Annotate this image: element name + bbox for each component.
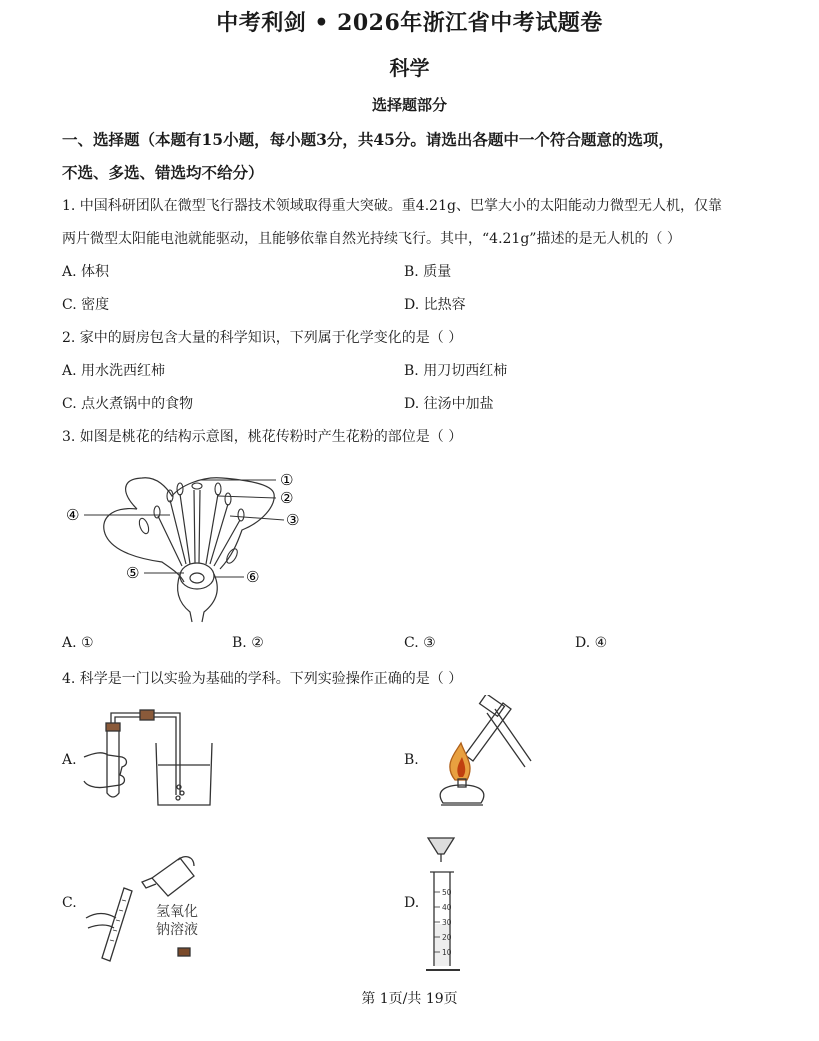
- liquid-fill: [435, 924, 449, 966]
- delivery-tube: [111, 713, 180, 795]
- stopper-shape: [106, 723, 120, 731]
- sepal-mark-right: [225, 547, 240, 565]
- leader-2: [218, 496, 276, 498]
- anther-4: [225, 493, 231, 505]
- sepal-mark-left: [138, 517, 151, 535]
- ovary-shape: [180, 563, 214, 589]
- anther-5: [154, 506, 160, 518]
- q4-stem: 4. 科学是一门以实验为基础的学科。下列实验操作正确的是（ ）: [62, 671, 463, 687]
- q4-option-a-label: A.: [62, 752, 77, 768]
- peach-flower-diagram: [62, 464, 312, 624]
- tube-holder-shape: [487, 709, 531, 767]
- q4-option-d-label: D.: [404, 895, 420, 911]
- bottle-stopper: [178, 948, 190, 956]
- heating-test-tube-figure: [425, 695, 535, 820]
- instructions-line-2: 不选、多选、错选均不给分）: [62, 163, 264, 182]
- test-tube-shape: [465, 703, 511, 761]
- q3-option-c: C. ③: [404, 635, 436, 651]
- beaker-shape: [156, 743, 212, 805]
- page-title: 中考利剑 • 2026年浙江省中考试题卷: [216, 10, 603, 36]
- instructions-line-1: 一、选择题（本题有15小题，每小题3分，共45分。请选出各题中一个符合题意的选项，: [62, 130, 674, 149]
- label-6: ⑥: [246, 568, 260, 586]
- q1-stem-line-1: 1. 中国科研团队在微型飞行器技术领域取得重大突破。重4.21g、巴掌大小的太阳能动力微型无人机，仅靠: [62, 198, 722, 214]
- q2-stem: 2. 家中的厨房包含大量的科学知识，下列属于化学变化的是（ ）: [62, 330, 463, 346]
- label-5: ⑤: [126, 564, 140, 582]
- reagent-bottle-shape: [152, 858, 194, 896]
- bubble-3: [176, 796, 180, 800]
- hand-shape: [84, 753, 127, 788]
- tick-50: 50: [442, 888, 452, 897]
- anther-6: [238, 509, 244, 521]
- airtightness-check-figure: [82, 705, 222, 810]
- dropper-bulb: [428, 838, 454, 854]
- measuring-cylinder-figure: [420, 832, 480, 974]
- bottle-label-line-1: 氢氧化: [156, 904, 198, 920]
- q4-option-b-label: B.: [404, 752, 419, 768]
- style-shape: [194, 490, 200, 563]
- q1-option-b: B. 质量: [404, 264, 452, 280]
- tick-40: 40: [442, 903, 452, 912]
- delivery-tube-inner: [115, 717, 176, 795]
- q1-option-c: C. 密度: [62, 297, 110, 313]
- bubble-2: [180, 791, 184, 795]
- tick-10: 10: [442, 948, 452, 957]
- receptacle-left: [178, 574, 192, 622]
- pouring-solution-figure: [82, 848, 212, 963]
- receptacle-right: [202, 574, 217, 622]
- q3-option-b: B. ②: [232, 635, 264, 651]
- label-1: ①: [280, 471, 294, 489]
- graduated-cylinder-shape: [102, 888, 132, 961]
- section-heading: 选择题部分: [371, 96, 447, 114]
- label-3: ③: [286, 511, 300, 529]
- page-footer: 第 1页/共 19页: [361, 991, 458, 1007]
- q1-option-a: A. 体积: [62, 264, 110, 280]
- stigma-shape: [192, 483, 202, 489]
- q2-option-a: A. 用水洗西红柿: [62, 363, 166, 379]
- bottle-label-line-2: 钠溶液: [156, 922, 198, 938]
- hand-on-bottle: [178, 857, 194, 866]
- q4-option-c-label: C.: [62, 895, 77, 911]
- rubber-joint: [140, 710, 154, 720]
- q3-stem: 3. 如图是桃花的结构示意图，桃花传粉时产生花粉的部位是（ ）: [62, 429, 463, 445]
- ovule-shape: [190, 573, 204, 583]
- q3-option-d: D. ④: [575, 635, 608, 651]
- lamp-body: [440, 785, 484, 803]
- label-2: ②: [280, 489, 294, 507]
- anther-3: [215, 483, 221, 495]
- q2-option-b: B. 用刀切西红柿: [404, 363, 508, 379]
- q1-option-d: D. 比热容: [404, 297, 466, 313]
- q3-option-a: A. ①: [62, 635, 94, 651]
- label-4: ④: [66, 506, 80, 524]
- tick-30: 30: [442, 918, 452, 927]
- tick-20: 20: [442, 933, 452, 942]
- q1-stem-line-2: 两片微型太阳能电池就能驱动，且能够依靠自然光持续飞行。其中，“4.21g”描述的是无人机的（ ）: [62, 231, 681, 247]
- subject-heading: 科学: [389, 56, 430, 80]
- bubble-1: [177, 785, 181, 789]
- q2-option-c: C. 点火煮锅中的食物: [62, 396, 194, 412]
- q2-option-d: D. 往汤中加盐: [404, 396, 494, 412]
